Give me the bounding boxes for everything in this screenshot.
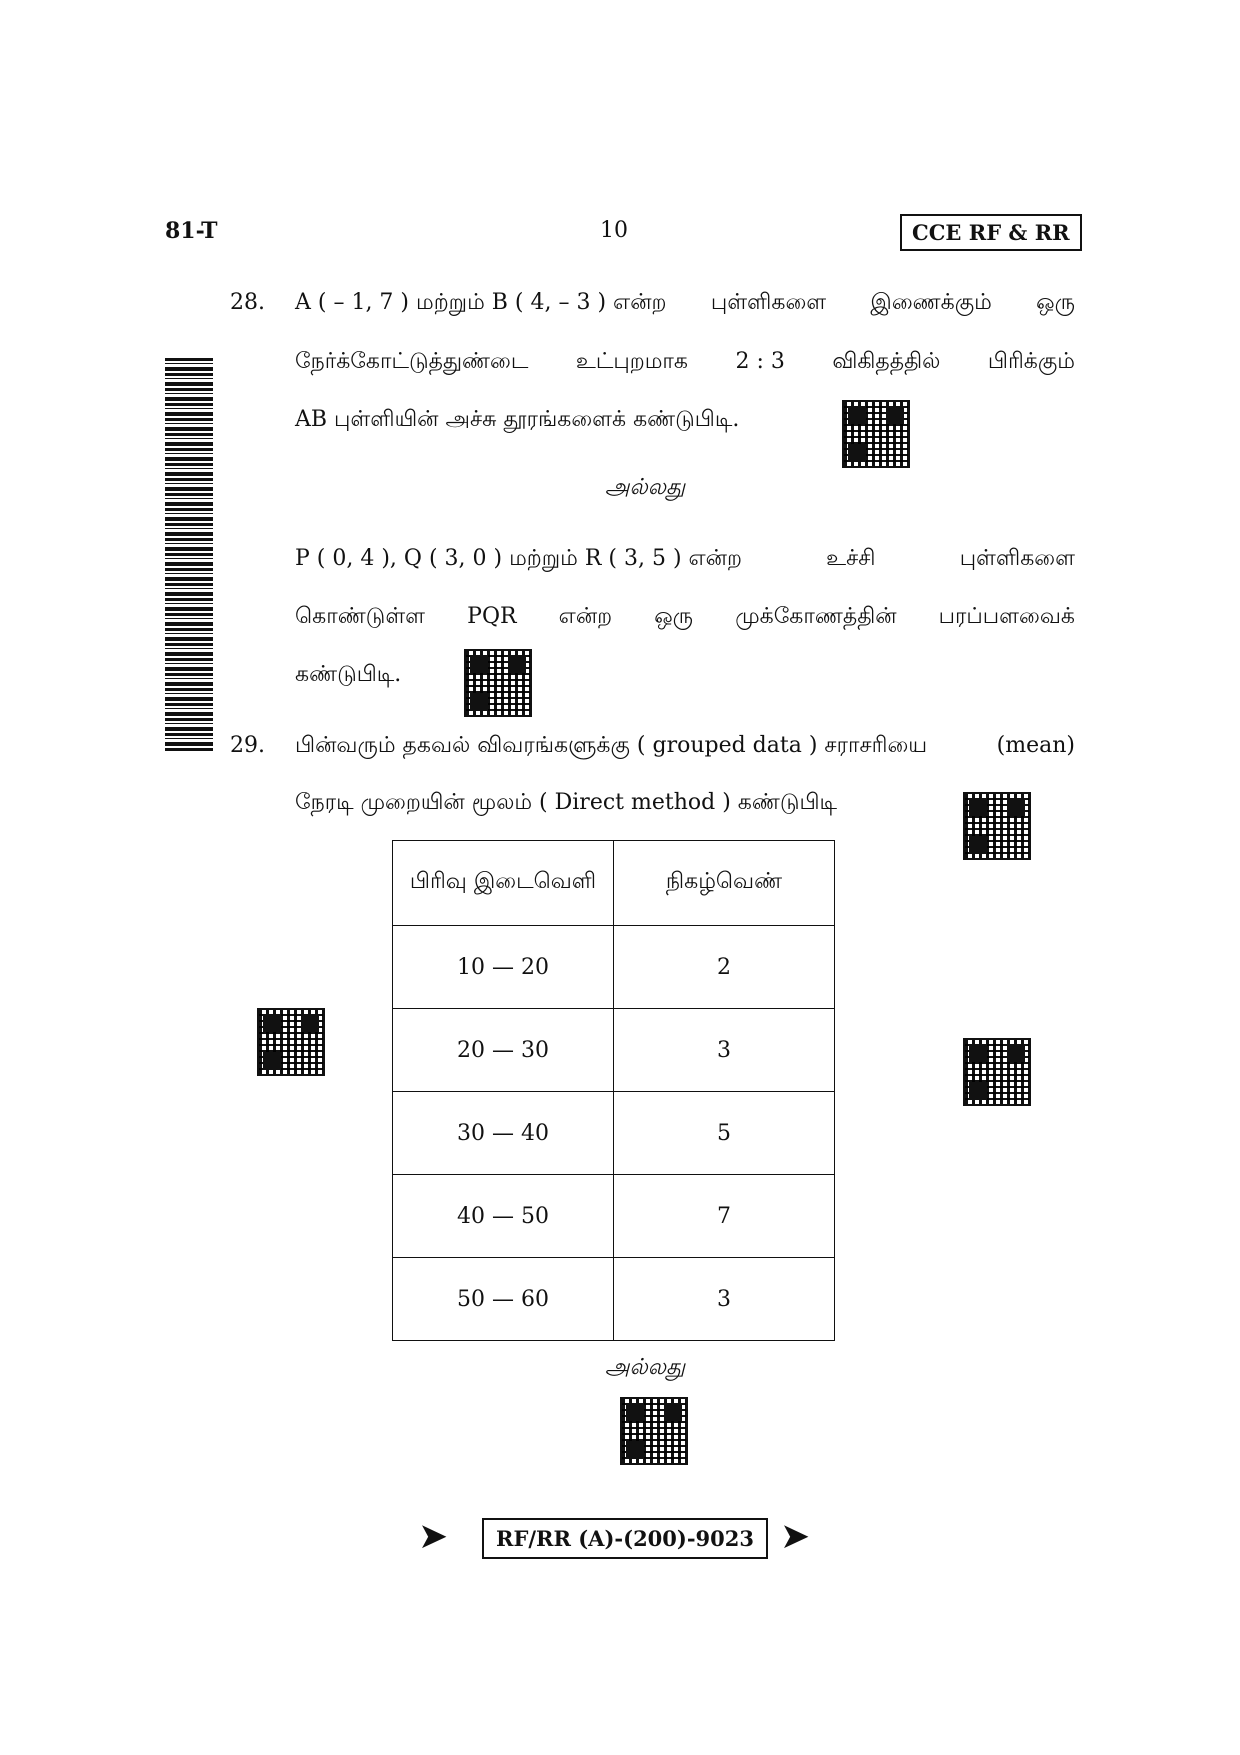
q28-text: 2 : 3 [735, 349, 785, 374]
qr-code-icon [963, 1038, 1031, 1106]
table-header-cell: நிகழ்வெண் [614, 841, 835, 926]
table-cell-interval: 10 — 20 [393, 926, 614, 1009]
q28-text: புள்ளிகளை [710, 290, 827, 315]
table-cell-frequency: 7 [614, 1175, 835, 1258]
table-cell-frequency: 3 [614, 1009, 835, 1092]
table-cell-frequency: 2 [614, 926, 835, 1009]
table-cell-interval: 30 — 40 [393, 1092, 614, 1175]
question-28-alt-line-1 [295, 546, 1075, 574]
q28-text: ஒரு [1036, 290, 1075, 315]
exam-label-box: CCE RF & RR [900, 214, 1082, 251]
q28-alt-text: பரப்பளவைக் [938, 604, 1075, 629]
or-separator: அல்லது [605, 1355, 686, 1380]
or-separator: அல்லது [605, 475, 686, 500]
question-29-line-2: நேரடி முறையின் மூலம் ( Direct method ) கண்டுபிடி [295, 790, 838, 815]
q28-text: நேர்க்கோட்டுத்துண்டை [295, 349, 529, 374]
question-29-number: 29. [230, 733, 265, 758]
qr-code-icon [842, 400, 910, 468]
table-row [393, 1175, 835, 1258]
q28-alt-text: புள்ளிகளை [959, 546, 1075, 571]
table-row [393, 1009, 835, 1092]
q28-text: பிரிக்கும் [987, 349, 1075, 374]
qr-code-icon [620, 1397, 688, 1465]
q28-alt-text: PQR [467, 604, 517, 629]
q29-text: (mean) [996, 733, 1075, 758]
q28-alt-text: கொண்டுள்ள [295, 604, 426, 629]
q28-alt-text: P ( 0, 4 ), Q ( 3, 0 ) மற்றும் R ( 3, 5 ) என்ற [295, 546, 742, 571]
table-row [393, 926, 835, 1009]
q28-text: விகிதத்தில் [832, 349, 941, 374]
qr-code-icon [464, 649, 532, 717]
question-28-alt-line-3: கண்டுபிடி. [295, 662, 402, 687]
q28-text: உட்புறமாக [575, 349, 688, 374]
q28-alt-text: ஒரு [654, 604, 694, 629]
table-row [393, 1092, 835, 1175]
q28-text: இணைக்கும் [870, 290, 992, 315]
table-cell-interval: 20 — 30 [393, 1009, 614, 1092]
table-row [393, 1258, 835, 1341]
frequency-table [392, 840, 835, 1341]
q28-alt-text: முக்கோணத்தின் [735, 604, 897, 629]
qr-code-icon [257, 1008, 325, 1076]
barcode-icon [165, 358, 213, 753]
paper-code: 81-T [165, 218, 218, 244]
question-28-number: 28. [230, 290, 265, 315]
q29-text: பின்வரும் தகவல் விவரங்களுக்கு ( grouped data ) சராசரியை [295, 733, 928, 758]
table-cell-interval: 40 — 50 [393, 1175, 614, 1258]
page-number: 10 [600, 218, 628, 243]
qr-code-icon [963, 792, 1031, 860]
table-header-cell: பிரிவு இடைவெளி [393, 841, 614, 926]
table-cell-frequency: 5 [614, 1092, 835, 1175]
question-28-line-1 [295, 290, 1075, 318]
question-28-line-3: AB புள்ளியின் அச்சு தூரங்களைக் கண்டுபிடி. [295, 407, 740, 432]
q28-alt-text: உச்சி [826, 546, 876, 571]
table-header-row [393, 841, 835, 926]
table-cell-frequency: 3 [614, 1258, 835, 1341]
footer-code-box: RF/RR (A)-(200)-9023 [482, 1518, 768, 1559]
question-28-line-2 [295, 349, 1075, 377]
arrow-right-icon: ➤ [418, 1516, 449, 1557]
question-29-line-1 [295, 733, 1075, 761]
table-cell-interval: 50 — 60 [393, 1258, 614, 1341]
q28-alt-text: என்ற [558, 604, 613, 629]
q28-text: A ( – 1, 7 ) மற்றும் B ( 4, – 3 ) என்ற [295, 290, 667, 315]
arrow-right-icon: ➤ [780, 1516, 811, 1557]
question-28-alt-line-2 [295, 604, 1075, 632]
